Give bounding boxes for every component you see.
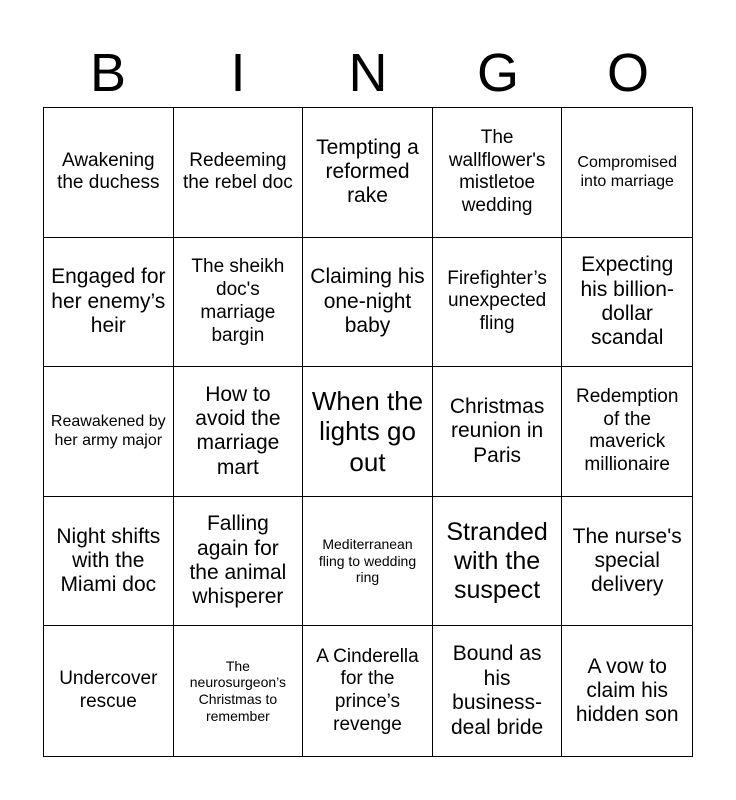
bingo-cell[interactable]: Mediterranean fling to wedding ring bbox=[303, 497, 433, 627]
bingo-cell[interactable]: A Cinderella for the prince’s revenge bbox=[303, 626, 433, 756]
bingo-cell[interactable]: Bound as his business-deal bride bbox=[433, 626, 563, 756]
bingo-cell[interactable]: The nurse's special delivery bbox=[562, 497, 692, 627]
bingo-cell[interactable]: Redemption of the maverick millionaire bbox=[562, 367, 692, 497]
title-letter-b: B bbox=[89, 43, 127, 103]
bingo-cell[interactable]: Expecting his billion-dollar scandal bbox=[562, 238, 692, 368]
bingo-cell[interactable]: The neurosurgeon’s Christmas to remember bbox=[174, 626, 304, 756]
bingo-cell[interactable]: Engaged for her enemy’s heir bbox=[44, 238, 174, 368]
bingo-cell[interactable]: Night shifts with the Miami doc bbox=[44, 497, 174, 627]
title-letter-n: N bbox=[348, 43, 388, 103]
bingo-board bbox=[43, 107, 693, 757]
bingo-cell[interactable]: Stranded with the suspect bbox=[433, 497, 563, 627]
bingo-cell[interactable]: A vow to claim his hidden son bbox=[575, 654, 679, 727]
bingo-cell[interactable]: The wallflower's mistletoe wedding bbox=[433, 108, 563, 238]
bingo-cell[interactable]: Tempting a reformed rake bbox=[303, 108, 433, 238]
bingo-cell[interactable]: How to avoid the marriage mart bbox=[174, 367, 304, 497]
bingo-title bbox=[43, 38, 693, 108]
title-letter-o: O bbox=[606, 43, 649, 103]
bingo-cell[interactable]: Compromised into marriage bbox=[562, 108, 692, 238]
bingo-cell[interactable]: Redeeming the rebel doc bbox=[174, 108, 304, 238]
bingo-cell[interactable]: When the lights go out bbox=[303, 367, 433, 497]
bingo-cell[interactable]: Reawakened by her army major bbox=[44, 367, 174, 497]
bingo-cell[interactable]: Claiming his one-night baby bbox=[303, 238, 433, 368]
title-letter-g: G bbox=[476, 43, 519, 103]
bingo-cell[interactable]: Undercover rescue bbox=[44, 626, 174, 756]
bingo-cell[interactable]: Firefighter’s unexpected fling bbox=[433, 238, 563, 368]
bingo-cell[interactable]: Falling again for the animal whisperer bbox=[174, 497, 304, 627]
bingo-cell[interactable]: Awakening the duchess bbox=[44, 108, 174, 238]
bingo-cell[interactable]: The sheikh doc's marriage bargin bbox=[174, 238, 304, 368]
title-letter-i: I bbox=[230, 43, 246, 103]
bingo-cell[interactable]: Christmas reunion in Paris bbox=[433, 367, 563, 497]
